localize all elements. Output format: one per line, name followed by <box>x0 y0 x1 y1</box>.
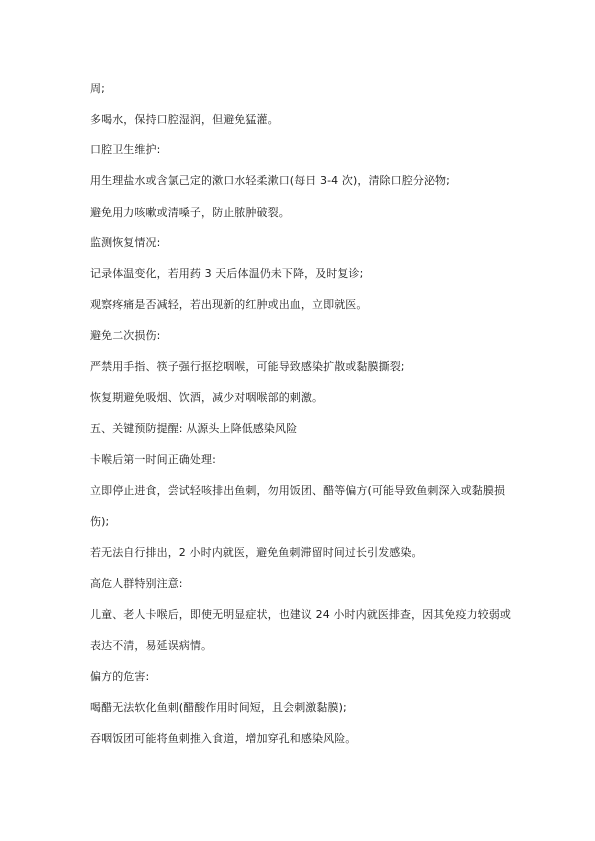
section-heading: 监测恢复情况: <box>90 236 161 249</box>
section-heading: 口腔卫生维护: <box>90 143 161 156</box>
text-line: 记录体温变化，若用药 3 天后体温仍未下降，及时复诊; <box>90 267 364 280</box>
text-line: 观察疼痛是否减轻，若出现新的红肿或出血，立即就医。 <box>90 298 368 311</box>
text-line: 避免用力咳嗽或清嗓子，防止脓肿破裂。 <box>90 206 290 219</box>
text-line: 周; <box>90 82 105 95</box>
text-line: 儿童、老人卡喉后，即使无明显症状，也建议 24 小时内就医排查，因其免疫力较弱或 <box>90 608 511 621</box>
text-line: 用生理盐水或含氯己定的漱口水轻柔漱口(每日 3-4 次)，清除口腔分泌物; <box>90 174 450 187</box>
section-heading: 高危人群特别注意: <box>90 577 183 590</box>
text-line: 多喝水，保持口腔湿润，但避免猛灌。 <box>90 113 279 126</box>
text-line: 严禁用手指、筷子强行抠挖咽喉，可能导致感染扩散或黏膜撕裂; <box>90 360 405 373</box>
text-line: 伤); <box>90 515 110 528</box>
text-line: 若无法自行排出，2 小时内就医，避免鱼刺滞留时间过长引发感染。 <box>90 546 423 559</box>
text-line: 恢复期避免吸烟、饮酒，减少对咽喉部的刺激。 <box>90 391 324 404</box>
text-line: 立即停止进食，尝试轻咳排出鱼刺，勿用饭团、醋等偏方(可能导致鱼刺深入或黏膜损 <box>90 484 506 497</box>
text-line: 喝醋无法软化鱼刺(醋酸作用时间短，且会刺激黏膜); <box>90 701 347 714</box>
section-heading: 卡喉后第一时间正确处理: <box>90 453 216 466</box>
text-line: 表达不清，易延误病情。 <box>90 639 213 652</box>
section-heading: 五、关键预防提醒: 从源头上降低感染风险 <box>90 422 298 435</box>
section-heading: 避免二次损伤: <box>90 329 161 342</box>
section-heading: 偏方的危害: <box>90 670 150 683</box>
text-line: 吞咽饭团可能将鱼刺推入食道，增加穿孔和感染风险。 <box>90 732 357 745</box>
